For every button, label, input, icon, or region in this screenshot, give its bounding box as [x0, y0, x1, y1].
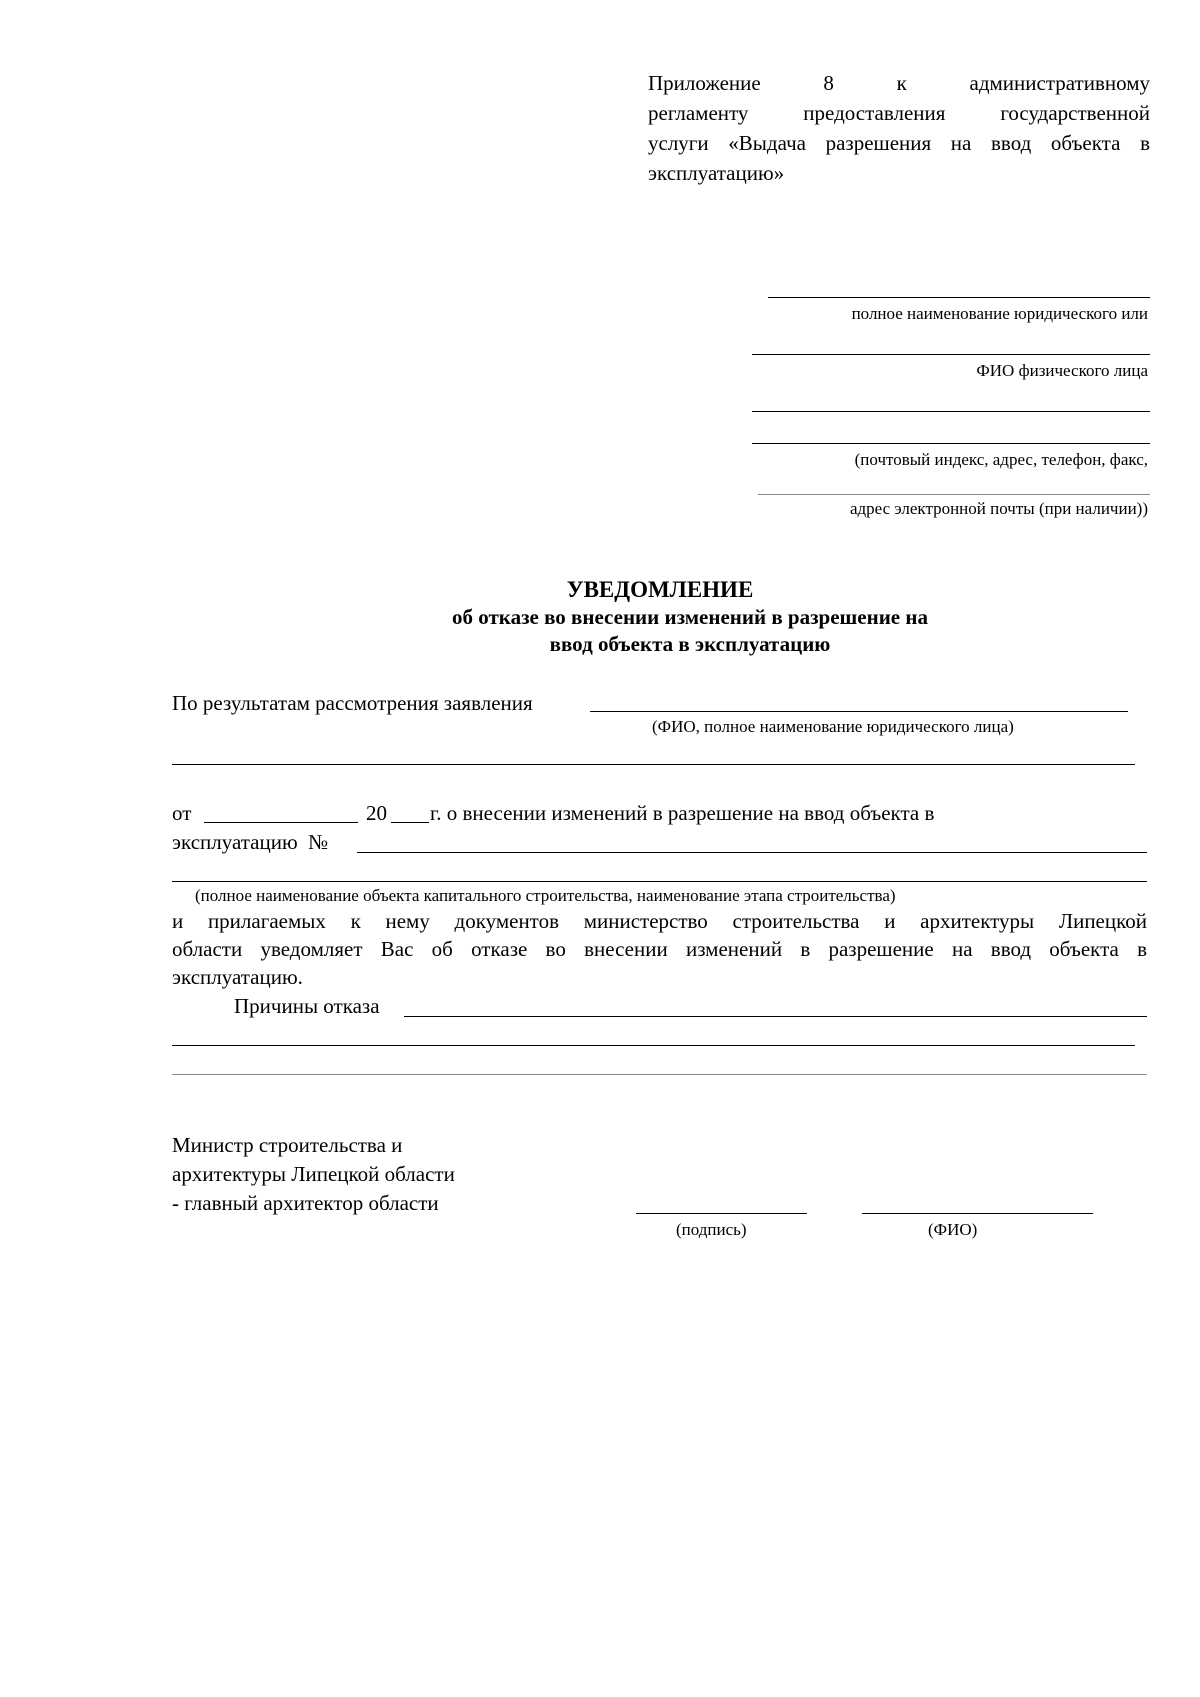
reasons-line-2: [172, 1045, 1135, 1046]
recipient-caption-org: полное наименование юридического или: [851, 304, 1148, 323]
appendix-line-1: Приложение 8 к административному: [648, 71, 1150, 95]
permit-number-line: [357, 852, 1147, 853]
signer-name-line: [862, 1213, 1093, 1214]
date-day-month-line: [204, 822, 358, 823]
object-caption: (полное наименование объекта капитального строительства, наименование этапа строительства): [195, 886, 896, 905]
recipient-line-4: [752, 443, 1150, 444]
reasons-line-3: [172, 1074, 1147, 1075]
title-main: УВЕДОМЛЕНИЕ: [566, 577, 754, 602]
title-subtitle-2: ввод объекта в эксплуатацию: [549, 632, 831, 656]
date-year-line: [391, 822, 429, 823]
signature-caption: (подпись): [676, 1220, 747, 1239]
appendix-line-2: регламенту предоставления государственной: [648, 101, 1150, 125]
recipient-caption-email: адрес электронной почты (при наличии)): [849, 499, 1148, 518]
reasons-line-1: [404, 1016, 1147, 1017]
signature-line: [636, 1213, 807, 1214]
date-suffix-text: г. о внесении изменений в разрешение на ввод объекта в: [430, 801, 935, 825]
recipient-caption-person: ФИО физического лица: [976, 361, 1148, 380]
reasons-label: Причины отказа: [234, 994, 380, 1018]
results-label: По результатам рассмотрения заявления: [172, 691, 533, 715]
signer-position-line-3: - главный архитектор области: [172, 1191, 439, 1215]
permit-number-label: эксплуатацию №: [172, 830, 329, 854]
paragraph-line-3: эксплуатацию.: [172, 965, 303, 989]
paragraph-line-2: области уведомляет Вас об отказе во внесении изменений в разрешение на ввод объекта в: [172, 937, 1147, 961]
recipient-line-3: [752, 411, 1150, 412]
title-subtitle-1: об отказе во внесении изменений в разрешение на: [452, 605, 928, 629]
recipient-caption-address: (почтовый индекс, адрес, телефон, факс,: [854, 450, 1148, 469]
date-from-label: от: [172, 801, 192, 825]
signer-name-caption: (ФИО): [928, 1220, 978, 1239]
applicant-caption: (ФИО, полное наименование юридического лица): [652, 717, 1014, 736]
object-name-line: [172, 881, 1147, 882]
signer-position-line-2: архитектуры Липецкой области: [172, 1162, 455, 1186]
recipient-line-2: [752, 354, 1150, 355]
recipient-line-1: [768, 297, 1150, 298]
recipient-line-5: [758, 494, 1150, 495]
applicant-line: [590, 711, 1128, 712]
paragraph-line-1: и прилагаемых к нему документов министерство строительства и архитектуры Липецкой: [172, 909, 1147, 933]
date-year-prefix: 20: [366, 801, 387, 825]
signer-position-line-1: Министр строительства и: [172, 1133, 403, 1157]
appendix-line-3: услуги «Выдача разрешения на ввод объекта в: [648, 131, 1150, 155]
appendix-line-4: эксплуатацию»: [648, 161, 785, 185]
applicant-line-2: [172, 764, 1135, 765]
